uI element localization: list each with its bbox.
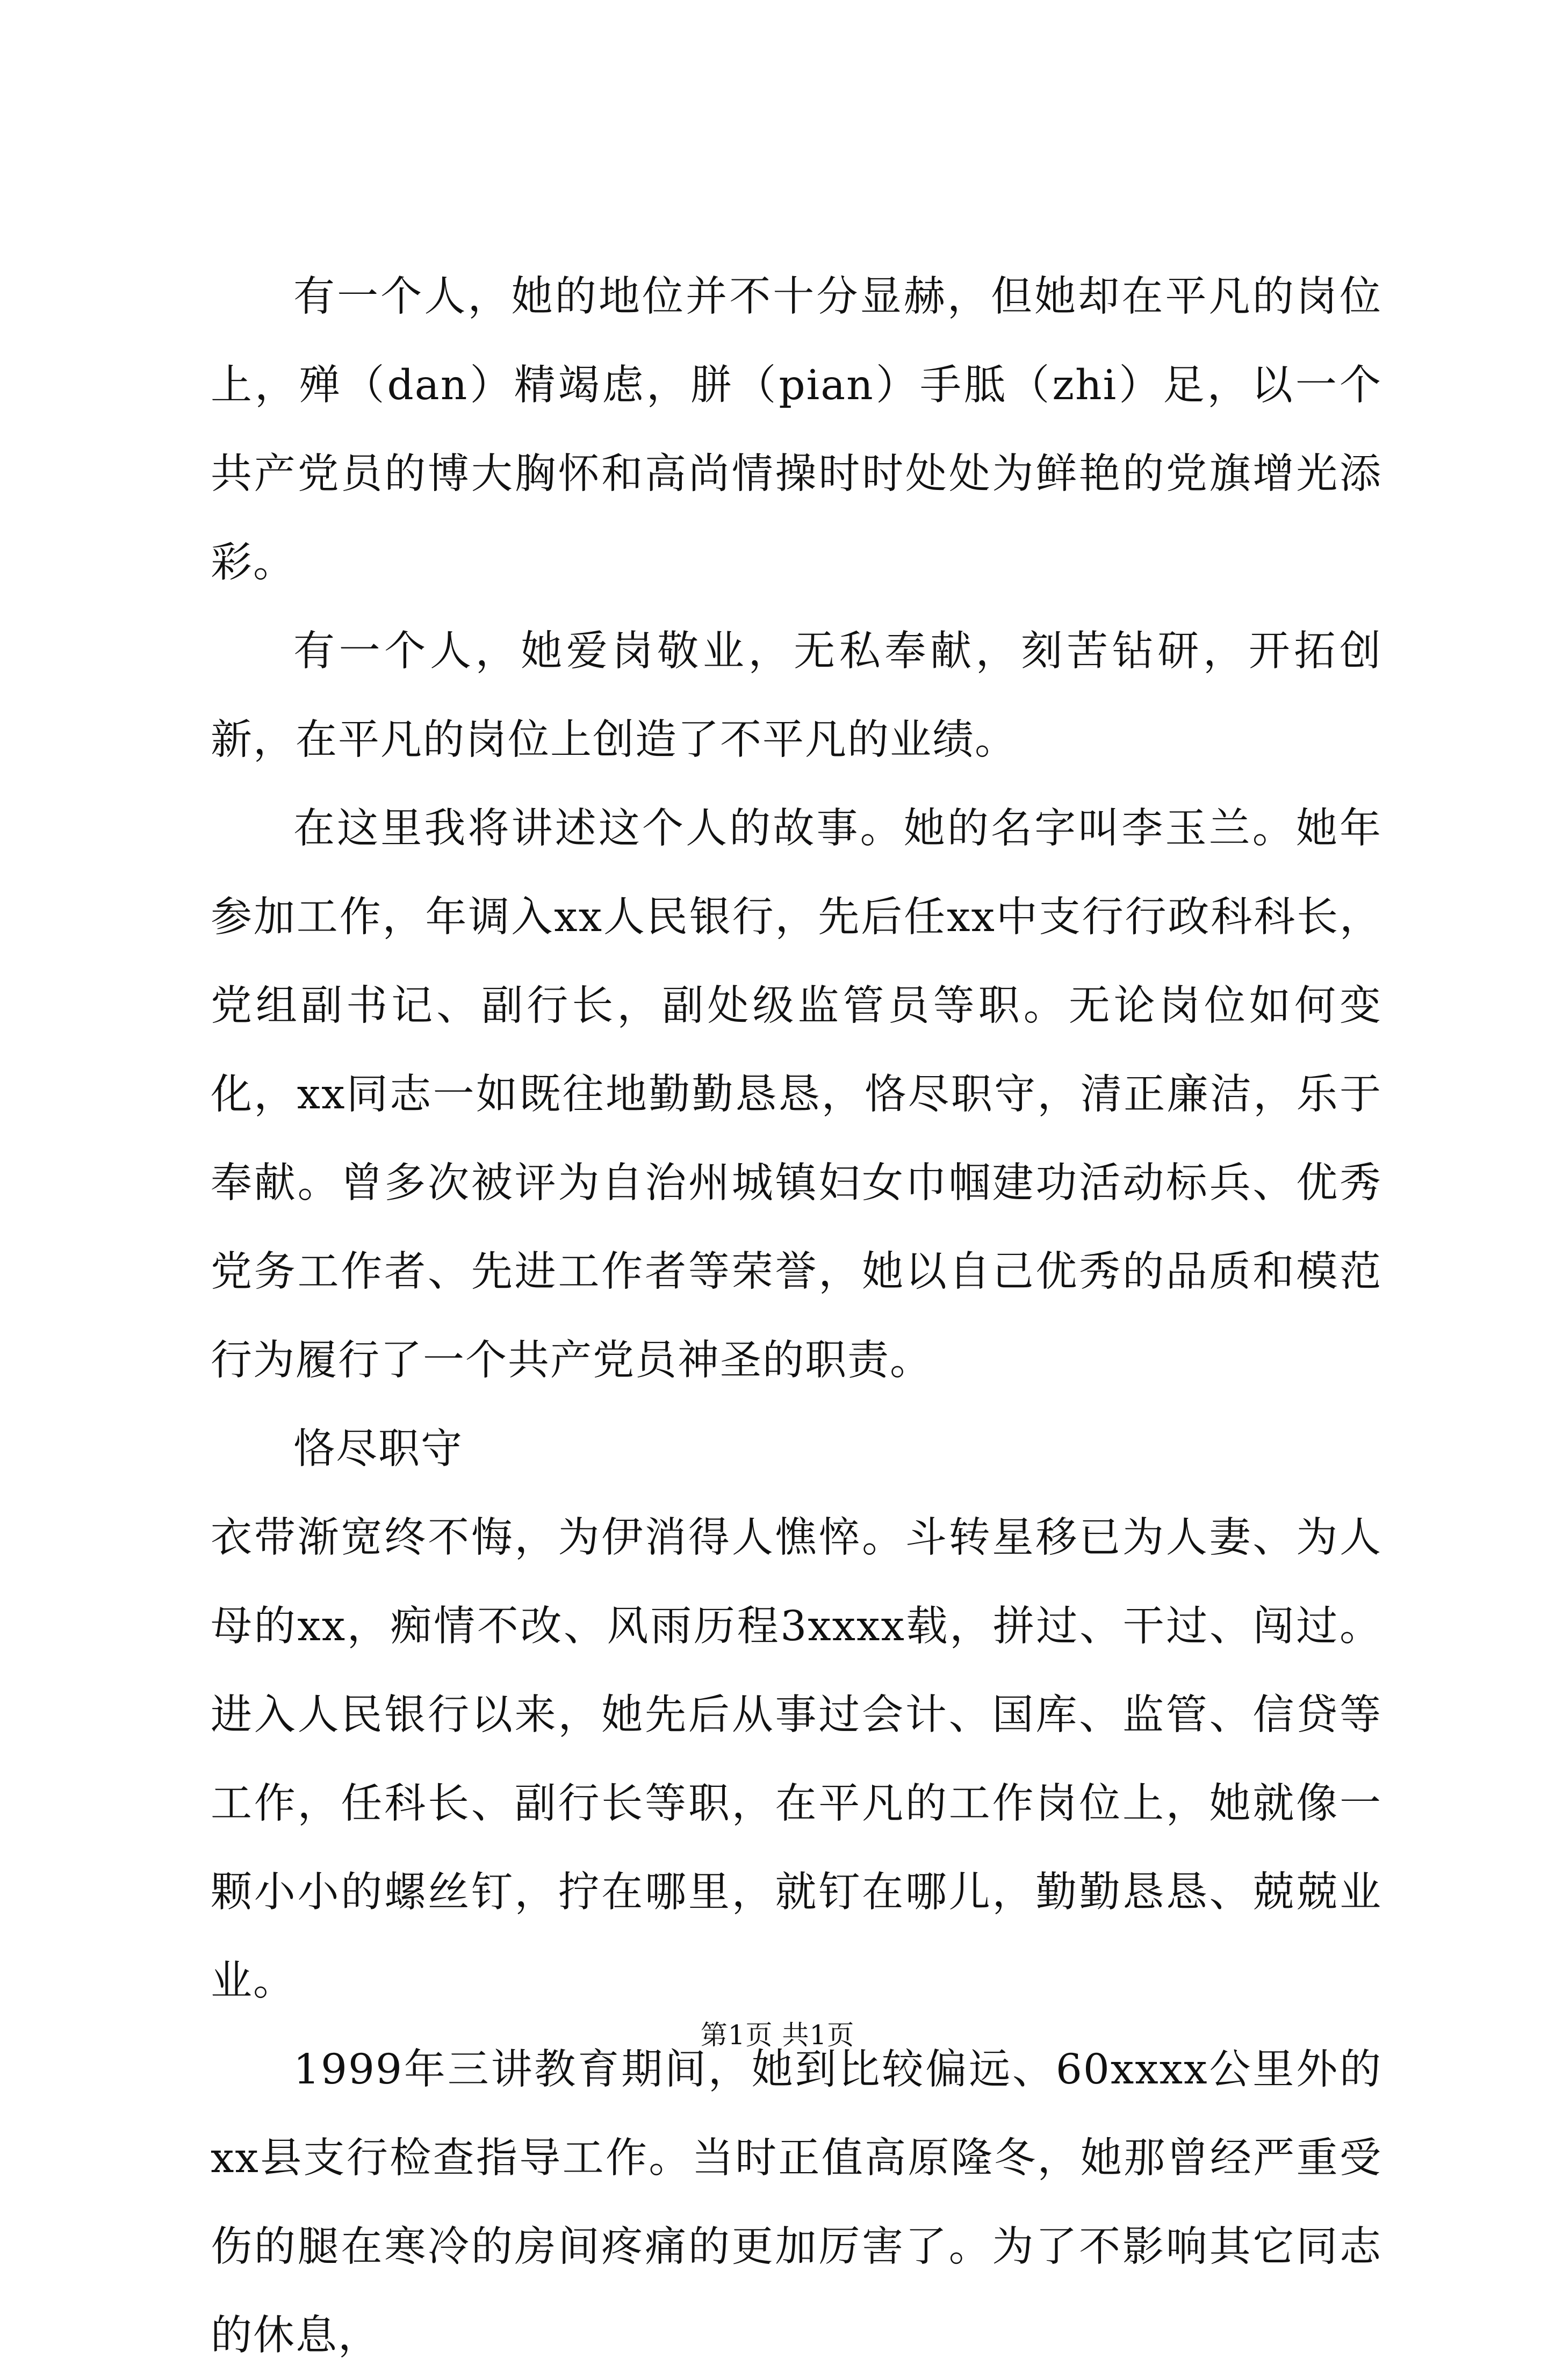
paragraph-intro-3: 在这里我将讲述这个人的故事。她的名字叫李玉兰。她年参加工作，年调入xx人民银行，先后任xx中支行行政科科长，党组副书记、副行长，副处级监管员等职。无论岗位如何变化，xx同志一如既往地勤勤恳恳，恪尽职守，清正廉洁，乐于奉献。曾多次被评为自治州城镇妇女巾帼建功活动标兵、优秀党务工作者、先进工作者等荣誉，她以自己优秀的品质和模范行为履行了一个共产党员神圣的职责。 xyxy=(211,805,1382,1384)
section-heading: 恪尽职守 xyxy=(293,1425,463,1473)
paragraph-intro-2: 有一个人，她爱岗敬业，无私奉献，刻苦钻研，开拓创新，在平凡的岗位上创造了不平凡的业绩。 xyxy=(211,628,1382,764)
paragraph-section-1: 衣带渐宽终不悔，为伊消得人憔悴。斗转星移已为人妻、为人母的xx，痴情不改、风雨历程3xxxx载，拼过、干过、闯过。进入人民银行以来，她先后从事过会计、国库、监管、信贷等工作，任科长、副行长等职，在平凡的工作岗位上，她就像一颗小小的螺丝钉，拧在哪里，就钉在哪儿，勤勤恳恳、兢兢业业。 xyxy=(211,1514,1382,2005)
document-body xyxy=(211,253,1382,2380)
paragraph-section-2: 1999年三讲教育期间，她到比较偏远、60xxxx公里外的xx县支行检查指导工作。当时正值高原隆冬，她那曾经严重受伤的腿在寒冷的房间疼痛的更加厉害了。为了不影响其它同志的休息， xyxy=(211,2046,1382,2360)
page-footer: 第1页 共1页 xyxy=(700,2020,855,2051)
paragraph-intro-1: 有一个人，她的地位并不十分显赫，但她却在平凡的岗位上，殚（dan）精竭虑，胼（pian）手胝（zhi）足，以一个共产党员的博大胸怀和高尚情操时时处处为鲜艳的党旗增光添彩。 xyxy=(211,273,1382,587)
